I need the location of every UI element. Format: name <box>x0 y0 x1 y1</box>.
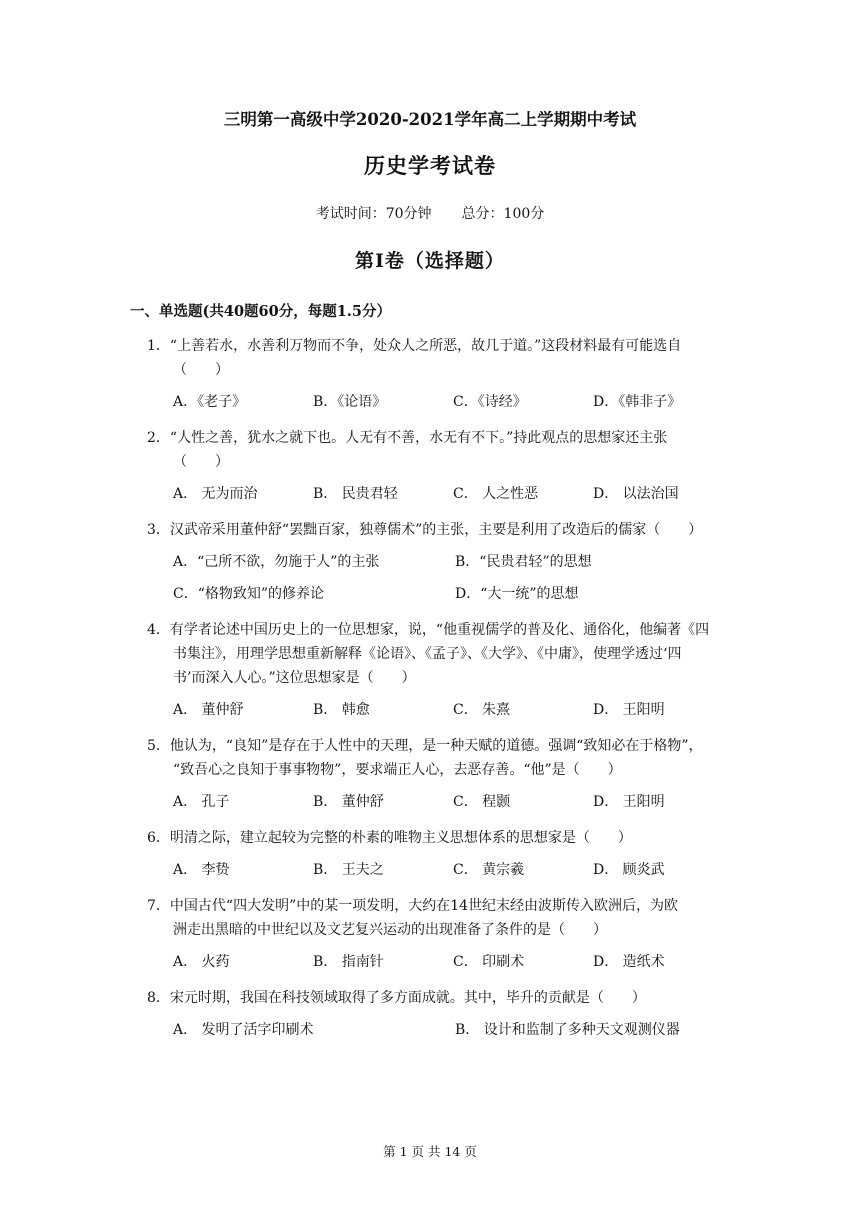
question-stem <box>147 826 737 850</box>
option-d: D． 王阳明 <box>593 702 665 718</box>
stem-line: 有学者论述中国历史上的一位思想家，说，“他重视儒学的普及化、通俗化，他编著《四 <box>169 622 710 638</box>
stem-line: “人性之善，犹水之就下也。人无有不善，水无有不下。”持此观点的思想家还主张 <box>169 430 668 446</box>
question-stem <box>147 894 737 942</box>
school-title: 三明第一高级中学2020-2021学年高二上学期期中考试 <box>223 110 637 129</box>
question-5 <box>147 734 737 814</box>
question-number: 1． <box>147 338 170 354</box>
stem-line: 他认为，“良知”是存在于人性中的天理，是一种天赋的道德。强调“致知必在于格物”， <box>169 738 703 754</box>
option-b: B．“民贵君轻”的思想 <box>455 554 592 570</box>
question-2 <box>147 426 737 506</box>
option-a: A． 李贽 <box>173 862 230 878</box>
option-c: C． 黄宗羲 <box>453 862 525 878</box>
option-a: A． 无为而治 <box>173 486 258 502</box>
option-d: D． 王阳明 <box>593 794 665 810</box>
volume-title: 第I卷（选择题） <box>355 250 505 272</box>
options <box>147 698 737 722</box>
subject-title: 历史学考试卷 <box>364 153 496 178</box>
question-number: 2． <box>147 430 170 446</box>
question-stem <box>147 734 737 782</box>
option-d: D．“大一统”的思想 <box>455 586 579 602</box>
options <box>147 582 737 606</box>
stem-line: （ ） <box>173 362 229 378</box>
total-score: 总分：100分 <box>461 206 545 222</box>
option-a: A． 董仲舒 <box>173 702 244 718</box>
stem-line: （ ） <box>173 454 229 470</box>
option-a: A．《老子》 <box>173 394 247 410</box>
stem-line: 明清之际，建立起较为完整的朴素的唯物主义思想体系的思想家是（ ） <box>169 830 632 846</box>
exam-time: 考试时间：70分钟 <box>315 206 432 222</box>
option-d: D． 造纸术 <box>593 954 665 970</box>
option-b: B． 设计和监制了多种天文观测仪器 <box>455 1022 680 1038</box>
option-a: A． 发明了活字印刷术 <box>173 1022 314 1038</box>
stem-line: “上善若水，水善利万物而不争，处众人之所恶，故几于道。”这段材料最有可能选自 <box>169 338 682 354</box>
option-a: A． 孔子 <box>173 794 230 810</box>
question-number: 4． <box>147 622 170 638</box>
section-heading: 一、单选题(共40题60分，每题1.5分） <box>130 303 391 320</box>
option-b: B．《论语》 <box>313 394 387 410</box>
question-number: 6． <box>147 830 170 846</box>
question-4 <box>147 618 737 722</box>
option-b: B． 王夫之 <box>313 862 384 878</box>
stem-line: 洲走出黑暗的中世纪以及文艺复兴运动的出现准备了条件的是（ ） <box>173 922 607 938</box>
question-3 <box>147 518 737 606</box>
option-d: D． 以法治国 <box>593 486 679 502</box>
question-number: 5． <box>147 738 170 754</box>
option-b: B． 韩愈 <box>313 702 370 718</box>
stem-line: 书’而深入人心。”这位思想家是（ ） <box>173 670 416 686</box>
option-d: D． 顾炎武 <box>593 862 665 878</box>
options <box>147 950 737 974</box>
question-number: 3． <box>147 522 170 538</box>
option-c: C．“格物致知”的修养论 <box>173 586 325 602</box>
options <box>147 550 737 574</box>
question-stem <box>147 986 737 1010</box>
option-c: C． 程颢 <box>453 794 511 810</box>
option-d: D．《韩非子》 <box>593 394 682 410</box>
question-number: 8． <box>147 990 170 1006</box>
question-8 <box>147 986 737 1042</box>
option-b: B． 指南针 <box>313 954 384 970</box>
question-stem <box>147 618 737 690</box>
exam-info <box>0 203 860 223</box>
stem-line: 汉武帝采用董仲舒“罢黜百家，独尊儒术”的主张，主要是利用了改造后的儒家（ ） <box>169 522 703 538</box>
question-1 <box>147 334 737 414</box>
option-c: C．《诗经》 <box>453 394 527 410</box>
question-7 <box>147 894 737 974</box>
options <box>147 482 737 506</box>
options <box>147 1018 737 1042</box>
options <box>147 790 737 814</box>
option-c: C． 人之性恶 <box>453 486 539 502</box>
question-6 <box>147 826 737 882</box>
question-stem <box>147 518 737 542</box>
question-stem <box>147 334 737 382</box>
option-b: B． 董仲舒 <box>313 794 384 810</box>
option-a: A． 火药 <box>173 954 230 970</box>
stem-line: 书集注》，用理学思想重新解释《论语》、《孟子》、《大学》、《中庸》，使理学透过‘四 <box>173 646 682 662</box>
option-c: C． 朱熹 <box>453 702 511 718</box>
stem-line: 宋元时期，我国在科技领域取得了多方面成就。其中，毕升的贡献是（ ） <box>169 990 646 1006</box>
option-c: C． 印刷术 <box>453 954 525 970</box>
question-stem <box>147 426 737 474</box>
option-b: B． 民贵君轻 <box>313 486 398 502</box>
question-number: 7． <box>147 898 170 914</box>
options <box>147 390 737 414</box>
stem-line: 中国古代“四大发明”中的某一项发明，大约在14世纪末经由波斯传入欧洲后，为欧 <box>169 898 679 914</box>
page-footer: 第 1 页 共 14 页 <box>383 1144 477 1159</box>
question-list <box>147 334 737 1054</box>
stem-line: “致吾心之良知于事事物物”，要求端正人心，去恶存善。“他”是（ ） <box>173 762 622 778</box>
option-a: A．“己所不欲，勿施于人”的主张 <box>173 554 380 570</box>
options <box>147 858 737 882</box>
